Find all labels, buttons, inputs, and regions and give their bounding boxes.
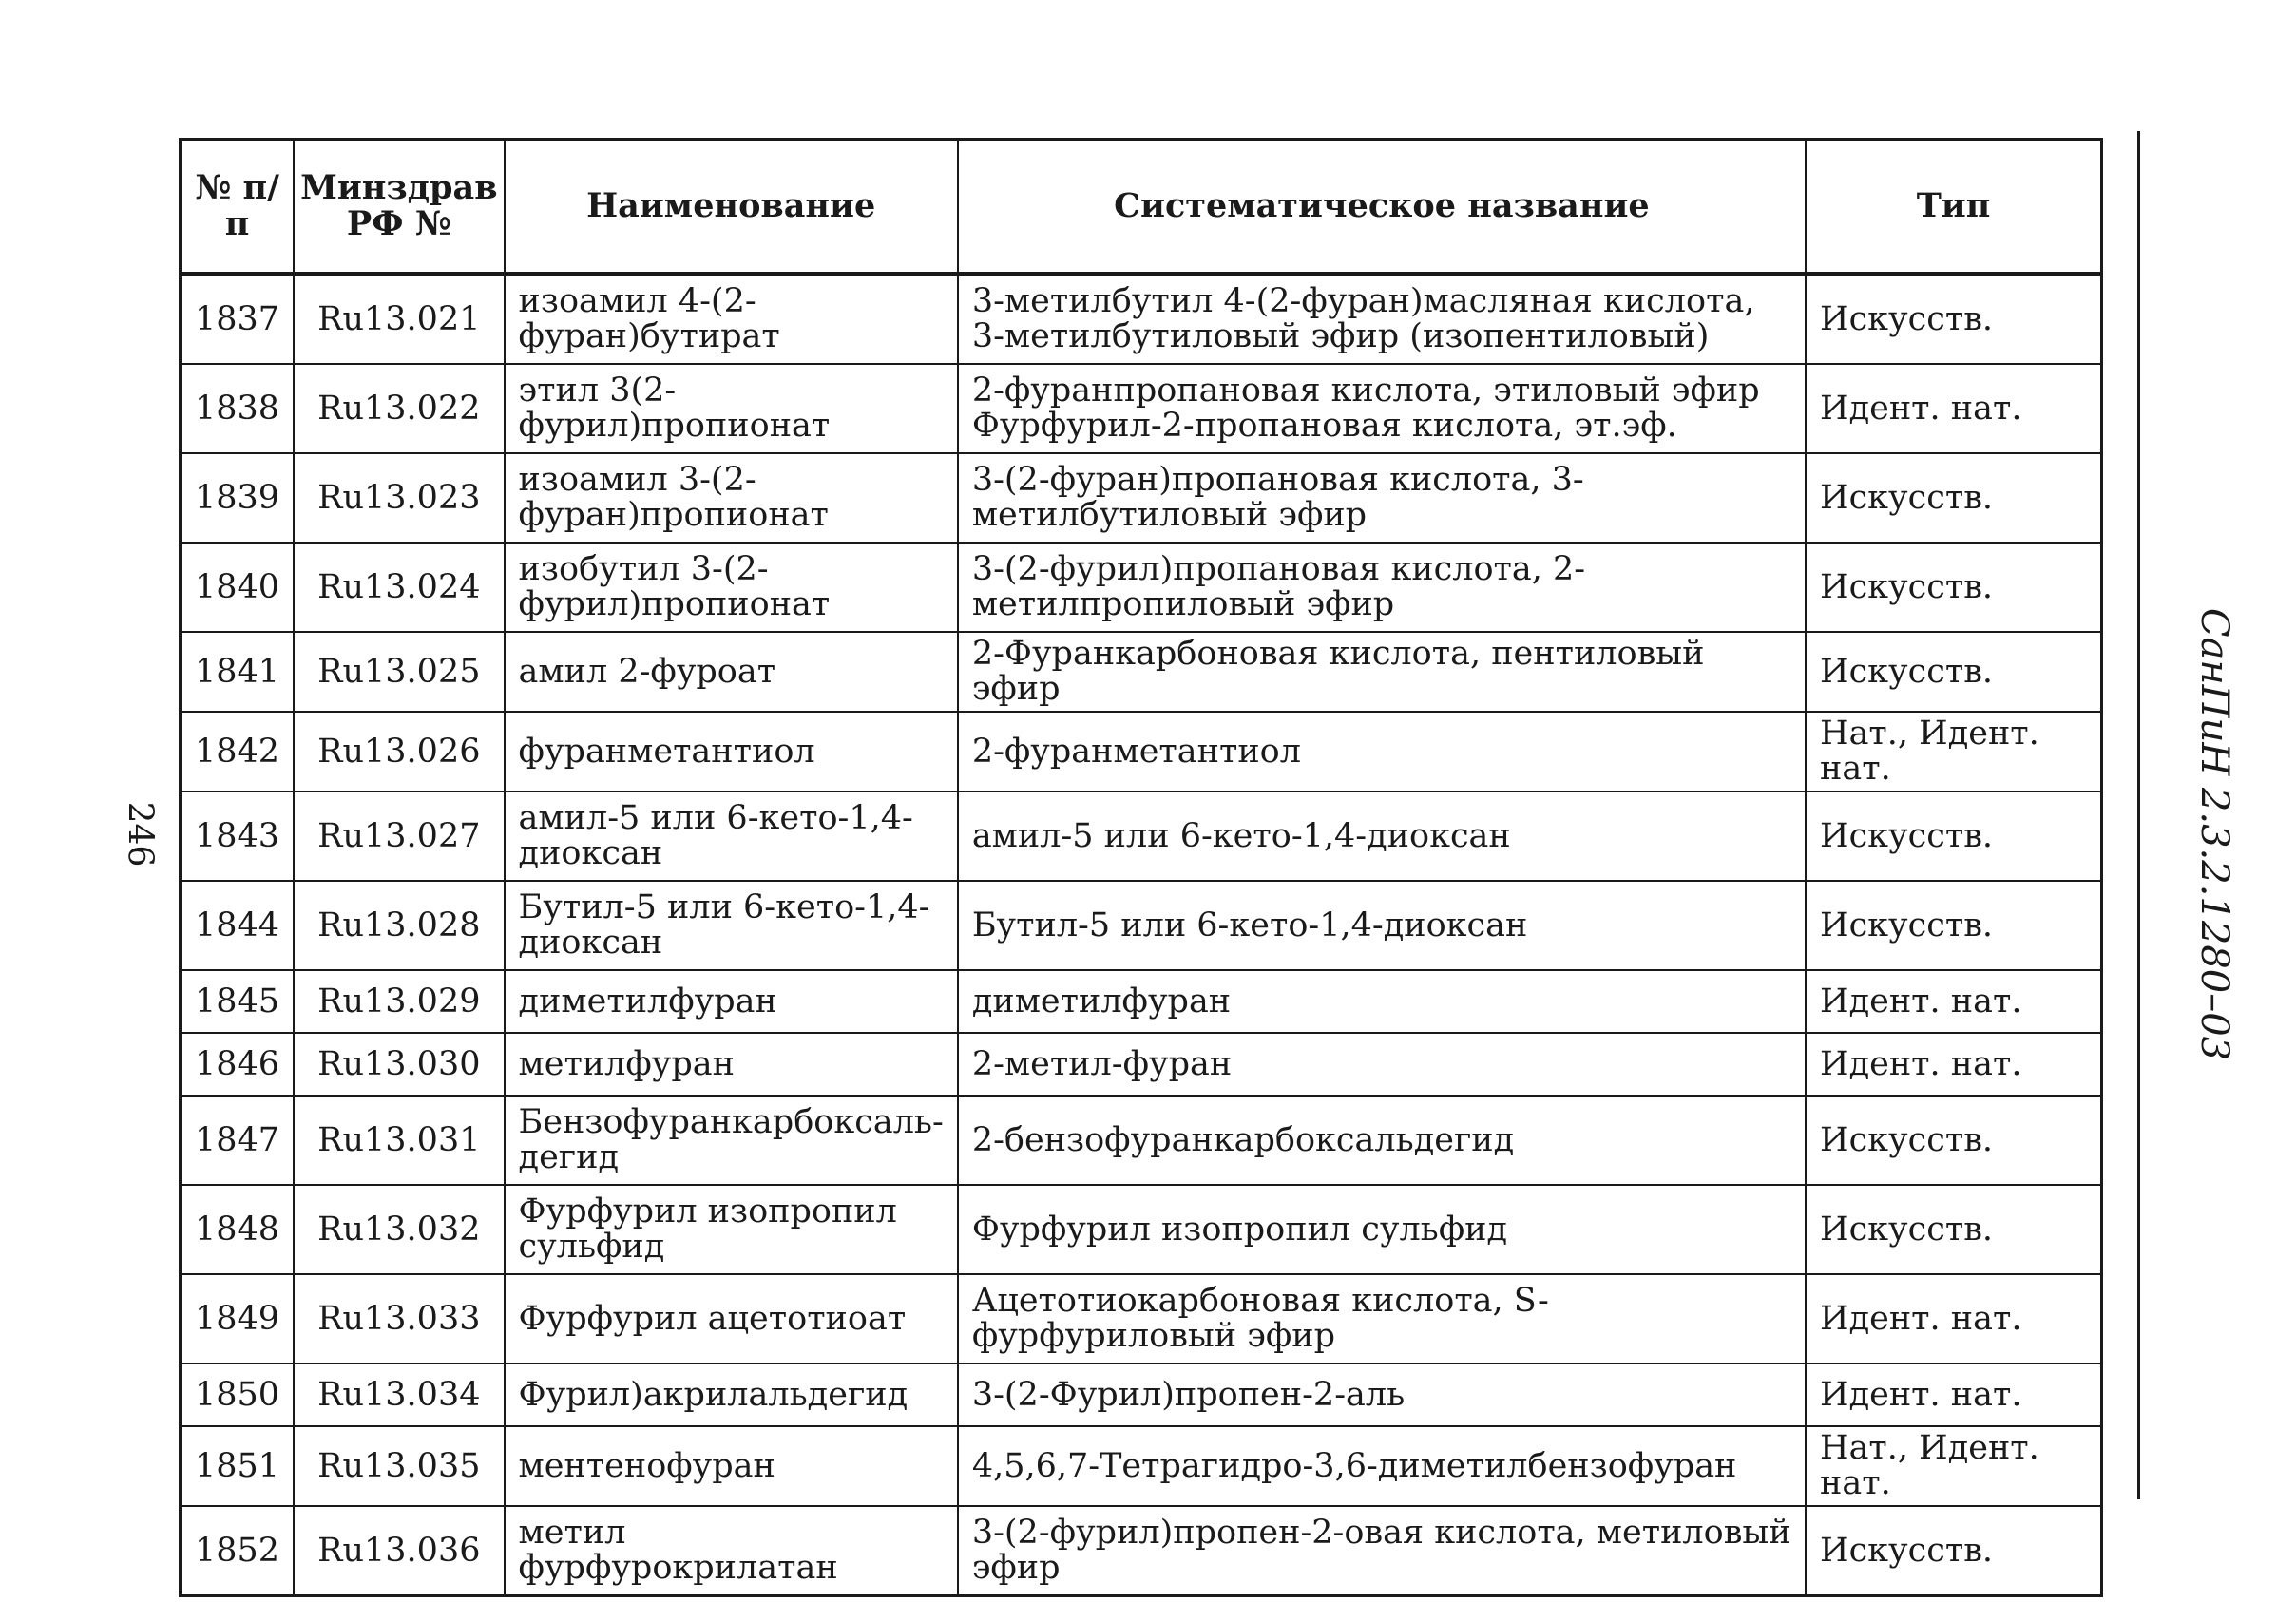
table-row xyxy=(181,632,2102,712)
row-name: Фурил)акрилальдегид xyxy=(505,1364,958,1426)
row-systematic-name: Фурфурил изопропил сульфид xyxy=(958,1185,1806,1274)
row-name: метил фурфурокрилатан xyxy=(505,1506,958,1596)
table-row xyxy=(181,274,2102,364)
table-row xyxy=(181,364,2102,453)
row-name: Фурфурил изопропил сульфид xyxy=(505,1185,958,1274)
row-type: Искусств. xyxy=(1806,632,2101,712)
row-name: амил-5 или 6-кето-1,4-диоксан xyxy=(505,791,958,881)
table-body xyxy=(181,274,2102,1596)
table-row xyxy=(181,543,2102,632)
row-code: Ru13.034 xyxy=(294,1364,504,1426)
row-systematic-name: Ацетотиокарбоновая кислота, S-фурфуриловый эфир xyxy=(958,1274,1806,1364)
row-systematic-name: 3-(2-фуран)пропановая кислота, 3-метилбутиловый эфир xyxy=(958,453,1806,543)
row-systematic-name: 3-(2-фурил)пропановая кислота, 2-метилпропиловый эфир xyxy=(958,543,1806,632)
header-row xyxy=(181,140,2102,275)
row-code: Ru13.030 xyxy=(294,1033,504,1096)
row-name: этил 3(2-фурил)пропионат xyxy=(505,364,958,453)
header-type: Тип xyxy=(1806,140,2101,275)
row-systematic-name: диметилфуран xyxy=(958,970,1806,1033)
row-code: Ru13.031 xyxy=(294,1096,504,1185)
row-code: Ru13.036 xyxy=(294,1506,504,1596)
row-type: Искусств. xyxy=(1806,1096,2101,1185)
row-number: 1840 xyxy=(181,543,295,632)
row-systematic-name: 2-фуранметантиол xyxy=(958,712,1806,791)
row-systematic-name: амил-5 или 6-кето-1,4-диоксан xyxy=(958,791,1806,881)
running-title xyxy=(2192,607,2236,1061)
row-name: изоамил 3-(2-фуран)пропионат xyxy=(505,453,958,543)
row-name: изобутил 3-(2-фурил)пропионат xyxy=(505,543,958,632)
row-name: амил 2-фуроат xyxy=(505,632,958,712)
row-number: 1847 xyxy=(181,1096,295,1185)
row-type: Искусств. xyxy=(1806,274,2101,364)
table-row xyxy=(181,881,2102,970)
row-code: Ru13.027 xyxy=(294,791,504,881)
row-number: 1841 xyxy=(181,632,295,712)
row-code: Ru13.029 xyxy=(294,970,504,1033)
row-type: Искусств. xyxy=(1806,1185,2101,1274)
row-systematic-name: 2-метил-фуран xyxy=(958,1033,1806,1096)
row-code: Ru13.021 xyxy=(294,274,504,364)
row-name: диметилфуран xyxy=(505,970,958,1033)
table-row xyxy=(181,1364,2102,1426)
table-row xyxy=(181,970,2102,1033)
header-num: № п/п xyxy=(181,140,295,275)
row-type: Нат., Идент. нат. xyxy=(1806,1426,2101,1506)
row-number: 1843 xyxy=(181,791,295,881)
header-code: Минздрав РФ № xyxy=(294,140,504,275)
page-number: 246 xyxy=(120,801,160,868)
row-systematic-name: 3-метилбутил 4-(2-фуран)масляная кислота, 3-метилбутиловый эфир (изопентиловый) xyxy=(958,274,1806,364)
header-systematic: Систематическое название xyxy=(958,140,1806,275)
row-name: ментенофуран xyxy=(505,1426,958,1506)
row-name: Фурфурил ацетотиоат xyxy=(505,1274,958,1364)
running-title-text: СанПиН 2.3.2.1280–03 xyxy=(2192,607,2236,1061)
row-number: 1848 xyxy=(181,1185,295,1274)
row-number: 1852 xyxy=(181,1506,295,1596)
row-type: Идент. нат. xyxy=(1806,364,2101,453)
row-type: Идент. нат. xyxy=(1806,970,2101,1033)
row-code: Ru13.025 xyxy=(294,632,504,712)
row-systematic-name: Бутил-5 или 6-кето-1,4-диоксан xyxy=(958,881,1806,970)
table-row xyxy=(181,1506,2102,1596)
row-type: Искусств. xyxy=(1806,791,2101,881)
table-row xyxy=(181,1096,2102,1185)
row-code: Ru13.022 xyxy=(294,364,504,453)
row-systematic-name: 2-бензофуранкарбоксальдегид xyxy=(958,1096,1806,1185)
row-code: Ru13.028 xyxy=(294,881,504,970)
table-row xyxy=(181,712,2102,791)
flavoring-substances-table xyxy=(179,138,2103,1597)
table-row xyxy=(181,1033,2102,1096)
row-name: метилфуран xyxy=(505,1033,958,1096)
row-type: Искусств. xyxy=(1806,1506,2101,1596)
row-code: Ru13.032 xyxy=(294,1185,504,1274)
row-systematic-name: 3-(2-Фурил)пропен-2-аль xyxy=(958,1364,1806,1426)
row-type: Идент. нат. xyxy=(1806,1033,2101,1096)
table-row xyxy=(181,791,2102,881)
row-number: 1837 xyxy=(181,274,295,364)
row-systematic-name: 4,5,6,7-Тетрагидро-3,6-диметилбензофуран xyxy=(958,1426,1806,1506)
row-name: Бензофуранкарбоксаль-дегид xyxy=(505,1096,958,1185)
row-systematic-name: 2-фуранпропановая кислота, этиловый эфир Фурфурил-2-пропановая кислота, эт.эф. xyxy=(958,364,1806,453)
row-type: Идент. нат. xyxy=(1806,1364,2101,1426)
row-name: фуранметантиол xyxy=(505,712,958,791)
row-name: Бутил-5 или 6-кето-1,4-диоксан xyxy=(505,881,958,970)
row-code: Ru13.023 xyxy=(294,453,504,543)
table-row xyxy=(181,453,2102,543)
table-row xyxy=(181,1426,2102,1506)
row-name: изоамил 4-(2-фуран)бутират xyxy=(505,274,958,364)
row-number: 1846 xyxy=(181,1033,295,1096)
row-code: Ru13.033 xyxy=(294,1274,504,1364)
row-number: 1838 xyxy=(181,364,295,453)
row-code: Ru13.026 xyxy=(294,712,504,791)
row-type: Искусств. xyxy=(1806,453,2101,543)
row-systematic-name: 3-(2-фурил)пропен-2-овая кислота, метиловый эфир xyxy=(958,1506,1806,1596)
row-number: 1842 xyxy=(181,712,295,791)
row-type: Нат., Идент. нат. xyxy=(1806,712,2101,791)
row-number: 1839 xyxy=(181,453,295,543)
row-code: Ru13.024 xyxy=(294,543,504,632)
row-type: Искусств. xyxy=(1806,881,2101,970)
row-code: Ru13.035 xyxy=(294,1426,504,1506)
side-rule xyxy=(2137,131,2140,1499)
row-type: Идент. нат. xyxy=(1806,1274,2101,1364)
row-systematic-name: 2-Фуранкарбоновая кислота, пентиловый эфир xyxy=(958,632,1806,712)
row-type: Искусств. xyxy=(1806,543,2101,632)
table-row xyxy=(181,1274,2102,1364)
row-number: 1844 xyxy=(181,881,295,970)
table-row xyxy=(181,1185,2102,1274)
row-number: 1845 xyxy=(181,970,295,1033)
header-name: Наименование xyxy=(505,140,958,275)
row-number: 1850 xyxy=(181,1364,295,1426)
row-number: 1851 xyxy=(181,1426,295,1506)
row-number: 1849 xyxy=(181,1274,295,1364)
